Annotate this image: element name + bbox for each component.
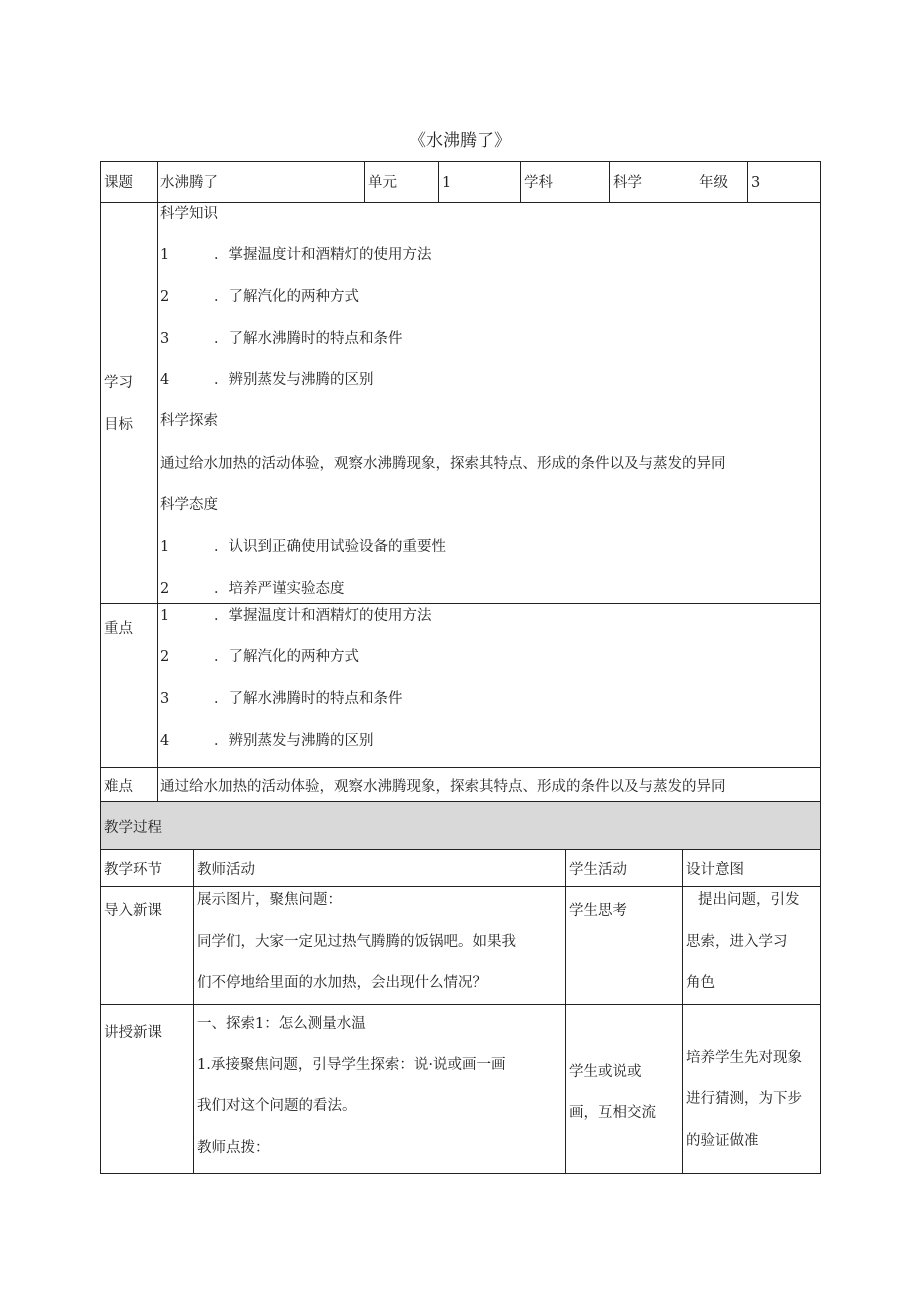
unit-label: 单元	[368, 175, 397, 191]
process-heading: 教学过程	[104, 820, 162, 836]
teacher-activity-line: 教师点拨：	[197, 1140, 270, 1156]
student-activity-line: 学生或说或	[569, 1064, 642, 1080]
explore-heading: 科学探索	[160, 413, 218, 429]
design-intent-line: 培养学生先对现象	[686, 1050, 802, 1066]
knowledge-item-text: ．辨别蒸发与沸腾的区别	[214, 372, 374, 388]
key-point-num: 3	[160, 691, 170, 707]
teacher-activity-line: 一、探索1：怎么测量水温	[197, 1016, 366, 1032]
attitude-item-num: 1	[160, 539, 170, 555]
document-title: 《水沸腾了》	[409, 131, 511, 151]
column-header: 教师活动	[197, 862, 255, 878]
attitude-item-num: 2	[160, 581, 170, 597]
grade-label: 年级	[699, 175, 728, 191]
key-point-text: ．辨别蒸发与沸腾的区别	[214, 733, 374, 749]
key-point-num: 4	[160, 733, 170, 749]
design-intent-line: 的验证做准	[686, 1133, 759, 1149]
design-intent-line: 提出问题，引发	[698, 892, 800, 908]
design-intent-line: 思索，进入学习	[686, 934, 788, 950]
topic-label: 课题	[104, 175, 133, 191]
teacher-activity-line: 同学们，大家一定见过热气腾腾的饭锅吧。如果我	[197, 934, 516, 950]
difficulty-label: 难点	[104, 779, 133, 795]
knowledge-item-num: 1	[160, 247, 170, 263]
process-heading-shade	[101, 802, 820, 849]
key-point-num: 1	[160, 608, 170, 624]
teacher-activity-line: 们不停地给里面的水加热，会出现什么情况？	[197, 975, 487, 991]
teacher-activity-line: 展示图片，聚焦问题：	[197, 892, 342, 908]
explore-text: 通过给水加热的活动体验，观察水沸腾现象，探索其特点、形成的条件以及与蒸发的异同	[160, 456, 726, 472]
subject-value: 科学	[613, 175, 642, 191]
objectives-label-line2: 目标	[104, 417, 133, 433]
key-points-label: 重点	[104, 621, 133, 637]
student-activity-line: 画，互相交流	[569, 1105, 656, 1121]
attitude-item-text: ．认识到正确使用试验设备的重要性	[214, 539, 446, 555]
subject-label: 学科	[524, 175, 553, 191]
design-intent-line: 进行猜测，为下步	[686, 1091, 802, 1107]
teacher-activity-line: 1.承接聚焦问题，引导学生探索：说·说或画一画	[197, 1057, 506, 1073]
stage-label: 讲授新课	[104, 1025, 162, 1041]
topic-value: 水沸腾了	[160, 175, 218, 191]
knowledge-item-num: 3	[160, 331, 170, 347]
knowledge-heading: 科学知识	[160, 206, 218, 222]
column-header: 教学环节	[104, 862, 162, 878]
knowledge-item-text: ．了解汽化的两种方式	[214, 289, 359, 305]
stage-label: 导入新课	[104, 903, 162, 919]
attitude-item-text: ．培养严谨实验态度	[214, 581, 345, 597]
grade-value: 3	[751, 175, 761, 191]
design-intent-line: 角色	[686, 975, 715, 991]
column-header: 学生活动	[569, 862, 627, 878]
difficulty-text: 通过给水加热的活动体验，观察水沸腾现象，探索其特点、形成的条件以及与蒸发的异同	[160, 779, 726, 795]
attitude-heading: 科学态度	[160, 497, 218, 513]
knowledge-item-text: ．了解水沸腾时的特点和条件	[214, 331, 403, 347]
knowledge-item-num: 4	[160, 372, 170, 388]
knowledge-item-num: 2	[160, 289, 170, 305]
knowledge-item-text: ．掌握温度计和酒精灯的使用方法	[214, 247, 432, 263]
teacher-activity-line: 我们对这个问题的看法。	[197, 1098, 357, 1114]
key-point-num: 2	[160, 649, 170, 665]
student-activity-line: 学生思考	[569, 903, 627, 919]
objectives-label-line1: 学习	[104, 375, 133, 391]
key-point-text: ．了解水沸腾时的特点和条件	[214, 691, 403, 707]
key-point-text: ．了解汽化的两种方式	[214, 649, 359, 665]
unit-value: 1	[442, 175, 452, 191]
column-header: 设计意图	[686, 862, 744, 878]
key-point-text: ．掌握温度计和酒精灯的使用方法	[214, 608, 432, 624]
